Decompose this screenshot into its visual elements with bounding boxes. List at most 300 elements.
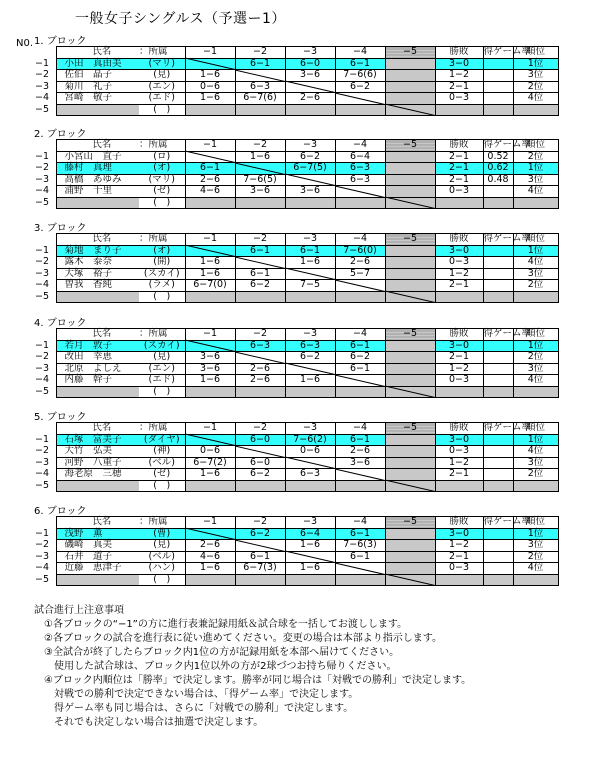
win-loss: 2−1 [435, 280, 483, 292]
empty-cell [513, 104, 558, 116]
opponent-header: −1 [185, 47, 235, 59]
player-affiliation: (ダイヤ) [139, 434, 185, 446]
row-id: −4 [35, 562, 50, 574]
empty-cell [483, 480, 513, 492]
player-name: 北原 よしえ [56, 363, 139, 375]
name-header: 氏名 [56, 140, 139, 152]
score-cell: 3−6 [285, 186, 335, 198]
score-cell: 6−1 [335, 434, 385, 446]
self-match-cell [335, 280, 385, 292]
score-cell [235, 386, 285, 398]
win-loss: 2−1 [435, 174, 483, 186]
row-id: −5 [35, 573, 50, 585]
win-loss: 1−2 [435, 540, 483, 552]
opponent-header: −5 [385, 47, 435, 59]
score-cell: 2−6 [335, 257, 385, 269]
empty-cell [513, 480, 558, 492]
row-id-header [33, 140, 56, 152]
win-loss: 0−3 [435, 446, 483, 458]
score-cell [385, 174, 435, 186]
score-cell [385, 70, 435, 82]
player-affiliation: (ハン) [139, 563, 185, 575]
empty-cell [435, 480, 483, 492]
opponent-header: −3 [285, 234, 335, 246]
row-id: −1 [35, 244, 50, 256]
score-cell: 6−4 [335, 151, 385, 163]
opponent-header: −4 [335, 234, 385, 246]
self-match-cell [335, 469, 385, 481]
row-id: −2 [35, 162, 50, 174]
score-cell [385, 340, 435, 352]
self-match-cell [185, 340, 235, 352]
block-table [33, 139, 588, 209]
empty-cell [513, 197, 558, 209]
score-cell [185, 386, 235, 398]
table-row [33, 352, 588, 364]
table-row [33, 446, 588, 458]
player-affiliation: ( ) [139, 197, 185, 209]
player-affiliation: ( ) [139, 480, 185, 492]
score-cell: 7−6(2) [285, 434, 335, 446]
rank: 2位 [513, 551, 558, 563]
opponent-header: −1 [185, 423, 235, 435]
rank: 2位 [513, 151, 558, 163]
player-affiliation: (エド) [139, 93, 185, 105]
rank: 2位 [513, 469, 558, 481]
player-affiliation: (ベル) [139, 457, 185, 469]
score-cell [385, 434, 435, 446]
row-id: −1 [35, 57, 50, 69]
player-affiliation: (オ) [139, 163, 185, 175]
player-affiliation: (神) [139, 446, 185, 458]
self-match-cell [335, 375, 385, 387]
row-id: −5 [35, 196, 50, 208]
block-label: 3. ブロック [34, 223, 87, 234]
rank: 4位 [513, 563, 558, 575]
block-label: 4. ブロック [34, 318, 87, 329]
self-match-cell [285, 268, 335, 280]
game-rate [483, 340, 513, 352]
game-rate [483, 540, 513, 552]
blank-row [33, 386, 588, 398]
player-affiliation: ( ) [139, 104, 185, 116]
game-rate [483, 551, 513, 563]
empty-cell [435, 386, 483, 398]
win-loss: 0−3 [435, 186, 483, 198]
score-cell [385, 58, 435, 70]
score-cell [385, 352, 435, 364]
player-name [56, 574, 139, 586]
player-name: 内藤 幹子 [56, 375, 139, 387]
score-cell [335, 291, 385, 303]
player-affiliation: (ベル) [139, 551, 185, 563]
self-match-cell [285, 81, 335, 93]
rank: 1位 [513, 163, 558, 175]
player-name [56, 386, 139, 398]
row-id-header [33, 234, 56, 246]
player-name: 菊地 まり子 [56, 245, 139, 257]
score-cell [385, 186, 435, 198]
self-match-cell [335, 93, 385, 105]
score-cell [385, 163, 435, 175]
score-cell: 6−3 [235, 81, 285, 93]
player-affiliation: ( ) [139, 574, 185, 586]
score-cell: 6−2 [235, 528, 285, 540]
score-cell [385, 93, 435, 105]
opponent-header: −5 [385, 329, 435, 341]
game-rate [483, 268, 513, 280]
rank: 1位 [513, 528, 558, 540]
score-cell [385, 363, 435, 375]
row-id: −2 [35, 539, 50, 551]
row-id: −3 [35, 173, 50, 185]
win-loss-header: 勝敗 [435, 517, 483, 529]
rank-header: 順位 [513, 234, 558, 246]
self-match-cell [235, 257, 285, 269]
opponent-header: −2 [235, 47, 285, 59]
score-cell: 3−6 [185, 352, 235, 364]
player-affiliation: (開) [139, 257, 185, 269]
win-loss-header: 勝敗 [435, 47, 483, 59]
opponent-header: −2 [235, 140, 285, 152]
game-rate: 0.52 [483, 151, 513, 163]
score-cell: 6−7(0) [185, 280, 235, 292]
player-name: 石井 道子 [56, 551, 139, 563]
player-name: 大塚 裕子 [56, 268, 139, 280]
score-cell [235, 291, 285, 303]
score-cell [285, 104, 335, 116]
table-row [33, 163, 588, 175]
block-table [33, 422, 588, 492]
game-rate [483, 457, 513, 469]
rank: 3位 [513, 268, 558, 280]
player-name [56, 104, 139, 116]
self-match-cell [235, 540, 285, 552]
win-loss: 0−3 [435, 93, 483, 105]
note-line: それでも決定しない場合は抽選で決定します。 [34, 717, 264, 728]
rank-header: 順位 [513, 423, 558, 435]
blank-row [33, 480, 588, 492]
rank: 1位 [513, 245, 558, 257]
score-cell: 1−6 [285, 375, 335, 387]
score-cell: 6−3 [335, 163, 385, 175]
score-cell: 6−3 [335, 174, 385, 186]
player-name [56, 197, 139, 209]
self-match-cell [185, 245, 235, 257]
row-id: −1 [35, 339, 50, 351]
opponent-header: −3 [285, 329, 335, 341]
score-cell [385, 245, 435, 257]
block-table [33, 516, 588, 586]
score-cell [235, 197, 285, 209]
score-cell: 1−6 [185, 375, 235, 387]
win-loss: 1−2 [435, 70, 483, 82]
table-row [33, 151, 588, 163]
rank: 2位 [513, 81, 558, 93]
player-affiliation: (ゼ) [139, 469, 185, 481]
player-affiliation: (ゼ) [139, 186, 185, 198]
opponent-header: −4 [335, 423, 385, 435]
note-line: ②各ブロックの試合を進行表に従い進めてください。変更の場合は本部より指示します。 [34, 633, 442, 644]
game-rate [483, 58, 513, 70]
table-row [33, 457, 588, 469]
game-rate-header: 得ゲーム率 [483, 328, 532, 340]
score-cell: 1−6 [185, 70, 235, 82]
score-cell: 6−1 [235, 268, 285, 280]
rank: 1位 [513, 58, 558, 70]
player-name: 河野 八重子 [56, 457, 139, 469]
rank-header: 順位 [513, 140, 558, 152]
score-cell [385, 528, 435, 540]
name-header: 氏名 [56, 234, 139, 246]
self-match-cell [285, 363, 335, 375]
game-rate [483, 81, 513, 93]
score-cell: 1−6 [235, 151, 285, 163]
table-row [33, 528, 588, 540]
row-id: −4 [35, 374, 50, 386]
score-cell [385, 446, 435, 458]
player-name: 改田 幸恵 [56, 352, 139, 364]
player-affiliation: (見) [139, 540, 185, 552]
win-loss: 2−1 [435, 81, 483, 93]
self-match-cell [185, 434, 235, 446]
empty-cell [513, 291, 558, 303]
opponent-header: −1 [185, 140, 235, 152]
block-table [33, 46, 588, 116]
rank-header: 順位 [513, 329, 558, 341]
score-cell [335, 574, 385, 586]
rank-header: 順位 [513, 47, 558, 59]
player-name: 海老原 三穂 [56, 469, 139, 481]
row-id: −3 [35, 362, 50, 374]
header-row [33, 47, 588, 59]
game-rate-header: 得ゲーム率 [483, 233, 532, 245]
score-cell: 6−7(5) [285, 163, 335, 175]
rank: 2位 [513, 352, 558, 364]
self-match-cell [235, 70, 285, 82]
player-affiliation: (スカイ) [139, 340, 185, 352]
score-cell: 1−6 [285, 257, 335, 269]
score-cell [385, 280, 435, 292]
row-id: −5 [35, 479, 50, 491]
block-label: 2. ブロック [34, 129, 87, 140]
game-rate [483, 352, 513, 364]
row-id: −4 [35, 185, 50, 197]
opponent-header: −3 [285, 517, 335, 529]
rank: 3位 [513, 363, 558, 375]
score-cell [185, 574, 235, 586]
empty-cell [483, 574, 513, 586]
game-rate [483, 280, 513, 292]
opponent-header: −2 [235, 234, 285, 246]
row-id: −2 [35, 445, 50, 457]
score-cell [385, 197, 435, 209]
blank-row [33, 197, 588, 209]
self-match-cell [285, 174, 335, 186]
opponent-header: −4 [335, 140, 385, 152]
win-loss: 1−2 [435, 457, 483, 469]
table-row [33, 257, 588, 269]
score-cell: 4−6 [185, 186, 235, 198]
score-cell: 6−3 [235, 340, 285, 352]
empty-cell [483, 104, 513, 116]
player-name: 高橋 あゆみ [56, 174, 139, 186]
self-match-cell [285, 457, 335, 469]
win-loss: 2−1 [435, 151, 483, 163]
row-id: −2 [35, 69, 50, 81]
player-name: 菊川 礼子 [56, 81, 139, 93]
score-cell: 6−1 [335, 340, 385, 352]
player-affiliation: (ロ) [139, 151, 185, 163]
opponent-header: −3 [285, 140, 335, 152]
score-cell: 5−7 [335, 268, 385, 280]
score-cell: 6−0 [285, 58, 335, 70]
table-row [33, 363, 588, 375]
row-id: −5 [35, 290, 50, 302]
header-row [33, 329, 588, 341]
score-cell [185, 291, 235, 303]
score-cell [285, 574, 335, 586]
score-cell: 7−6(5) [235, 174, 285, 186]
score-cell: 2−6 [185, 174, 235, 186]
blank-row [33, 574, 588, 586]
score-cell [385, 257, 435, 269]
row-id-header [33, 517, 56, 529]
player-affiliation: (曹) [139, 528, 185, 540]
score-cell [385, 375, 435, 387]
score-cell: 0−6 [285, 446, 335, 458]
row-id: −4 [35, 279, 50, 291]
row-id: −4 [35, 92, 50, 104]
rank: 4位 [513, 257, 558, 269]
win-loss: 2−1 [435, 469, 483, 481]
score-cell [385, 268, 435, 280]
player-name: 佐伯 晶子 [56, 70, 139, 82]
score-cell: 1−6 [185, 268, 235, 280]
empty-cell [435, 574, 483, 586]
score-cell [385, 469, 435, 481]
opponent-header: −2 [235, 517, 285, 529]
player-affiliation: (エン) [139, 363, 185, 375]
player-name: 石塚 富美子 [56, 434, 139, 446]
note-line: 得ゲーム率も同じ場合は、さらに「対戦での勝利」で決定します。 [34, 703, 354, 714]
score-cell: 6−1 [335, 551, 385, 563]
player-affiliation: (オ) [139, 245, 185, 257]
opponent-header: −1 [185, 234, 235, 246]
score-cell: 6−2 [285, 352, 335, 364]
score-cell: 4−6 [185, 551, 235, 563]
row-id-header [33, 329, 56, 341]
opponent-header: −2 [235, 423, 285, 435]
score-cell: 6−2 [235, 280, 285, 292]
game-rate-header: 得ゲーム率 [483, 139, 532, 151]
self-match-cell [235, 446, 285, 458]
score-cell: 2−6 [185, 540, 235, 552]
win-loss: 2−1 [435, 163, 483, 175]
win-loss: 3−0 [435, 434, 483, 446]
game-rate [483, 363, 513, 375]
win-loss: 0−3 [435, 375, 483, 387]
name-header: 氏名 [56, 423, 139, 435]
row-id-header [33, 423, 56, 435]
player-affiliation: ( ) [139, 386, 185, 398]
table-row [33, 563, 588, 575]
score-cell [385, 551, 435, 563]
name-header: 氏名 [56, 517, 139, 529]
score-cell: 3−6 [285, 70, 335, 82]
win-loss: 1−2 [435, 363, 483, 375]
player-affiliation: (ラメ) [139, 280, 185, 292]
opponent-header: −1 [185, 517, 235, 529]
score-cell: 7−6(3) [335, 540, 385, 552]
table-row [33, 469, 588, 481]
player-name: 近藤 恵津子 [56, 563, 139, 575]
rank: 4位 [513, 186, 558, 198]
win-loss: 2−1 [435, 352, 483, 364]
game-rate [483, 257, 513, 269]
win-loss: 0−3 [435, 563, 483, 575]
game-rate-header: 得ゲーム率 [483, 516, 532, 528]
score-cell: 2−6 [235, 363, 285, 375]
note-line: ③全試合が終了したらブロック内1位の方が記録用紙を本部へ届けてください。 [34, 647, 400, 658]
win-loss: 1−2 [435, 268, 483, 280]
win-loss-header: 勝敗 [435, 234, 483, 246]
score-cell: 1−6 [285, 540, 335, 552]
game-rate [483, 70, 513, 82]
score-cell [285, 197, 335, 209]
row-id-header [33, 47, 56, 59]
score-cell: 6−7(2) [185, 457, 235, 469]
table-row [33, 340, 588, 352]
score-cell: 6−4 [285, 528, 335, 540]
score-cell: 2−6 [285, 93, 335, 105]
header-row [33, 140, 588, 152]
score-cell [385, 291, 435, 303]
row-id: −1 [35, 150, 50, 162]
note-line: 使用した試合球は、ブロック内1位以外の方が2球づつお持ち帰りください。 [34, 661, 397, 672]
self-match-cell [335, 563, 385, 575]
row-id: −3 [35, 267, 50, 279]
blank-row [33, 291, 588, 303]
score-cell [335, 197, 385, 209]
score-cell [385, 574, 435, 586]
empty-cell [513, 574, 558, 586]
player-name: 浦野 千里 [56, 186, 139, 198]
score-cell [385, 540, 435, 552]
row-id: −1 [35, 433, 50, 445]
note-line: ④ブロック内順位は「勝率」で決定します。勝率が同じ場合は「対戦での勝利」で決定します。 [34, 675, 472, 686]
win-loss: 3−0 [435, 340, 483, 352]
player-affiliation: (見) [139, 352, 185, 364]
score-cell [235, 104, 285, 116]
empty-cell [435, 291, 483, 303]
win-loss: 0−3 [435, 257, 483, 269]
rank: 4位 [513, 446, 558, 458]
table-row [33, 245, 588, 257]
game-rate [483, 245, 513, 257]
win-loss: 3−0 [435, 528, 483, 540]
score-cell: 0−6 [185, 446, 235, 458]
opponent-header: −3 [285, 47, 335, 59]
player-affiliation: (見) [139, 70, 185, 82]
opponent-header: −4 [335, 329, 385, 341]
table-row [33, 81, 588, 93]
opponent-header: −4 [335, 517, 385, 529]
notes-section [34, 604, 471, 730]
player-name: 宮崎 敬子 [56, 93, 139, 105]
rank: 3位 [513, 457, 558, 469]
empty-cell [483, 386, 513, 398]
